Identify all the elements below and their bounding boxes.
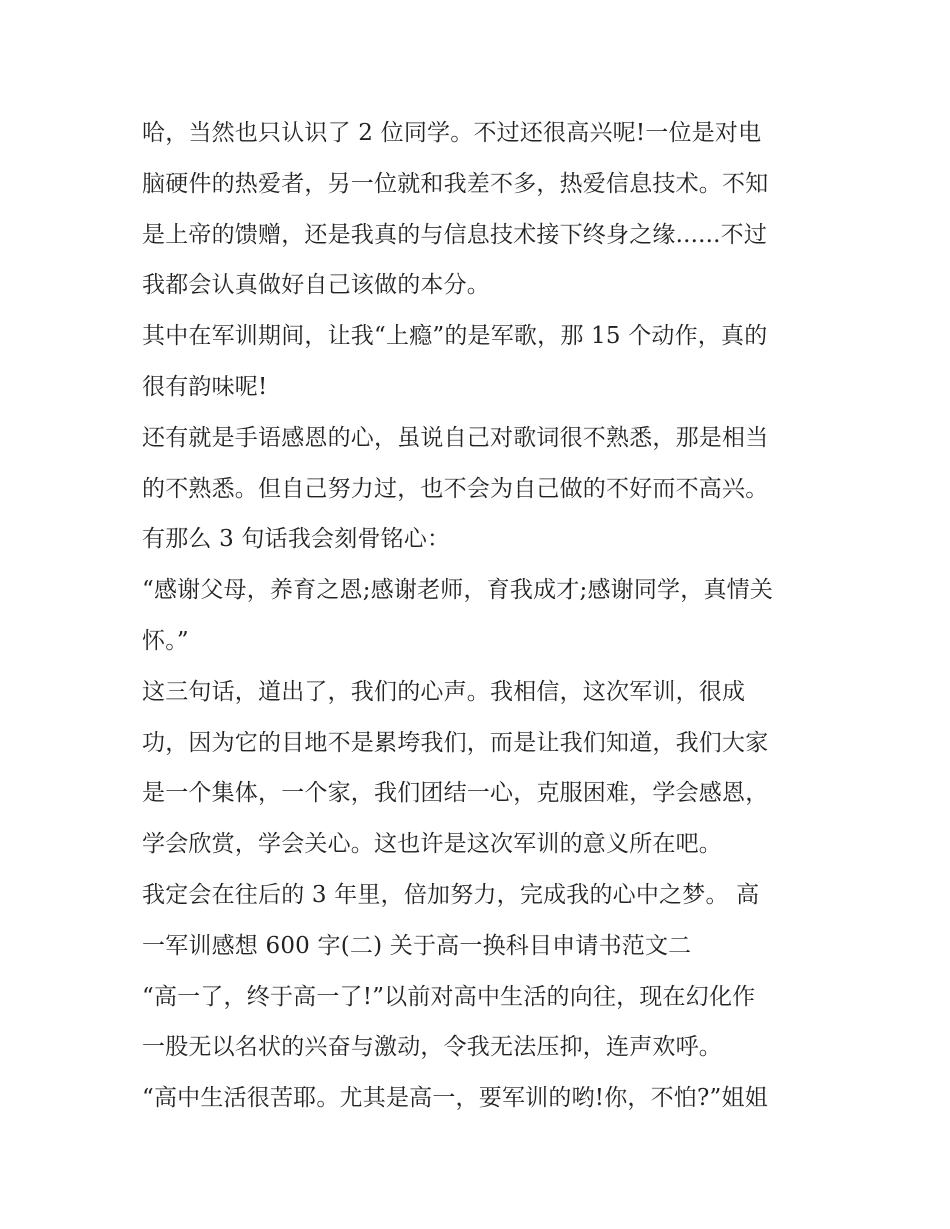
text-line-5: 其中在军训期间，让我“上瘾”的是军歌，那 15 个动作，真的	[142, 323, 768, 350]
text-line-16: 我定会在往后的 3 年里，倍加努力，完成我的心中之梦。 高	[142, 881, 760, 908]
text-line-4: 我都会认真做好自己该做的本分。	[142, 272, 490, 299]
text-line-1: 哈，当然也只认识了 2 位同学。不过还很高兴呢!一位是对电	[142, 120, 762, 146]
text-line-12: 这三句话，道出了，我们的心声。我相信，这次军训，很成	[142, 678, 746, 705]
text-line-19: 一股无以名状的兴奋与激动，令我无法压抑，连声欢呼。	[142, 1034, 722, 1061]
text-line-8: 的不熟悉。但自己努力过，也不会为自己做的不好而不高兴。	[142, 475, 769, 502]
text-line-9: 有那么 3 句话我会刻骨铭心：	[142, 526, 451, 553]
text-line-2: 脑硬件的热爱者，另一位就和我差不多，热爱信息技术。不知	[142, 170, 769, 197]
text-line-11: 怀。”	[142, 627, 189, 654]
text-line-20: “高中生活很苦耶。尤其是高一，要军训的哟!你，不怕?”姐姐	[142, 1085, 768, 1112]
text-line-18: “高一了，终于高一了!”以前对高中生活的向往，现在幻化作	[142, 983, 756, 1010]
text-line-17: 一军训感想 600 字(二) 关于高一换科目申请书范文二	[142, 932, 692, 959]
text-line-13: 功，因为它的目地不是累垮我们，而是让我们知道，我们大家	[142, 729, 769, 756]
body-text	[142, 108, 822, 1124]
text-line-14: 是一个集体，一个家，我们团结一心，克服困难，学会感恩，	[142, 780, 769, 807]
text-line-10: “感谢父母，养育之恩;感谢老师，育我成才;感谢同学，真情关	[142, 577, 774, 604]
text-line-6: 很有韵味呢!	[142, 373, 268, 400]
text-line-7: 还有就是手语感恩的心，虽说自己对歌词很不熟悉，那是相当	[142, 424, 769, 451]
text-line-15: 学会欣赏，学会关心。这也许是这次军训的意义所在吧。	[142, 831, 722, 858]
text-line-3: 是上帝的馈赠，还是我真的与信息技术接下终身之缘......不过	[142, 221, 768, 248]
